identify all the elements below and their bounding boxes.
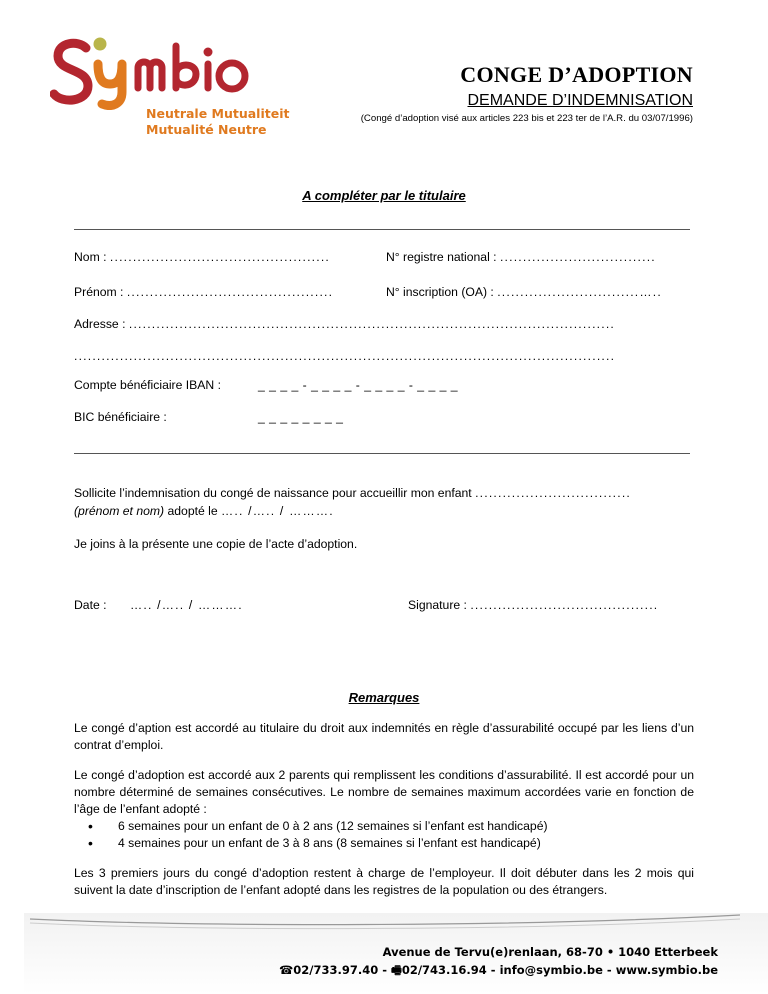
registre-national-label: N° registre national : <box>386 250 500 264</box>
list-item: • 4 semaines pour un enfant de 3 à 8 ans (8 semaines si l’enfant est handicapé) <box>74 835 694 852</box>
document-title: CONGE D’ADOPTION <box>460 62 693 87</box>
remarks-bullet-list <box>74 818 694 852</box>
nom-label: Nom : <box>74 250 110 264</box>
bic-input-mask[interactable]: _ _ _ _ _ _ _ _ <box>258 410 344 424</box>
symbio-logo <box>50 34 290 144</box>
request-text: Sollicite l’indemnisation du congé de naissance pour accueillir mon enfant <box>74 486 476 500</box>
list-item: • 6 semaines pour un enfant de 0 à 2 ans (12 semaines si l’enfant est handicapé) <box>74 818 694 835</box>
adresse-field[interactable] <box>74 317 615 331</box>
registre-national-dots[interactable]: .................................. <box>499 250 656 264</box>
registre-national-field[interactable] <box>386 250 656 264</box>
remarks-paragraph-3 <box>74 865 694 899</box>
adoption-date-field[interactable]: ….. /….. / ………. <box>221 504 334 518</box>
inscription-oa-label: N° inscription (OA) : <box>386 285 498 299</box>
adresse-dots-line2[interactable]: ...................................................................................................................... <box>74 349 616 363</box>
iban-input-mask[interactable]: _ _ _ _ - _ _ _ _ - _ _ _ _ - _ _ _ _ <box>258 378 459 392</box>
request-line-2 <box>74 504 334 518</box>
prenom-dots[interactable]: ............................................. <box>126 285 334 299</box>
footer-address: Avenue de Tervu(e)renlaan, 68-70 • 1040 Etterbeek <box>382 945 718 959</box>
nom-dots[interactable]: ................................................ <box>109 250 331 264</box>
remarks-paragraph-1 <box>74 720 694 754</box>
logo-tagline-nl: Neutrale Mutualiteit <box>146 106 290 121</box>
nom-field[interactable] <box>74 250 330 264</box>
legal-reference: (Congé d’adoption visé aux articles 223 bis et 223 ter de l’A.R. du 03/07/1996) <box>360 113 693 124</box>
adopted-on-text: adopté le <box>164 504 222 518</box>
footer-swoosh <box>0 905 768 935</box>
logo-tagline-fr: Mutualité Neutre <box>146 122 267 137</box>
adresse-label: Adresse : <box>74 317 129 331</box>
remarks-p3: Les 3 premiers jours du congé d’adoption restent à charge de l’employeur. Il doit débuter dans les 2 mois qui suivent la date d’inscription de l’enfant adopté dans les registres de la population ou des étrangers. <box>74 866 694 897</box>
section-titulaire-heading: A compléter par le titulaire <box>302 188 466 203</box>
remarks-p1: Le congé d’aption est accordé au titulaire du droit aux indemnités en règle d’assurabilité occupé par les liens d’un contrat d’emploi. <box>74 721 694 752</box>
inscription-oa-field[interactable] <box>386 285 662 299</box>
date-label: Date : <box>74 598 107 612</box>
signature-dots[interactable]: ......................................... <box>470 598 659 612</box>
signature-field[interactable] <box>408 598 658 612</box>
divider-top <box>74 229 690 230</box>
prenom-field[interactable] <box>74 285 333 299</box>
remarks-paragraph-2 <box>74 767 694 852</box>
document-subtitle: DEMANDE D’INDEMNISATION <box>467 92 693 109</box>
divider-bottom <box>74 453 690 454</box>
inscription-oa-dots[interactable]: ...............................….. <box>497 285 662 299</box>
remarks-p2: Le congé d’adoption est accordé aux 2 parents qui remplissent les conditions d’assurabilité. Il est accordé pour un nombre déterminé de semaines consécutives. Le nombre de semaines maximum accordées varie en fonction de l’âge de l’enfant adopté : <box>74 768 694 816</box>
child-name-hint: (prénom et nom) <box>74 504 165 518</box>
page-footer <box>0 905 768 994</box>
adresse-dots[interactable]: .......................................................................................................... <box>128 317 615 331</box>
iban-label: Compte bénéficiaire IBAN : <box>74 378 221 392</box>
request-line-1 <box>74 486 631 500</box>
bic-label: BIC bénéficiaire : <box>74 410 167 424</box>
child-name-dots[interactable]: .................................. <box>475 486 632 500</box>
prenom-label: Prénom : <box>74 285 127 299</box>
signature-label: Signature : <box>408 598 471 612</box>
attachment-note: Je joins à la présente une copie de l’acte d’adoption. <box>74 537 358 551</box>
remarks-heading: Remarques <box>348 690 420 705</box>
footer-contact: ☎02/733.97.40 - 🖷02/743.16.94 - info@symbio.be - www.symbio.be <box>278 963 718 977</box>
date-field[interactable]: ….. /….. / ………. <box>130 598 243 612</box>
